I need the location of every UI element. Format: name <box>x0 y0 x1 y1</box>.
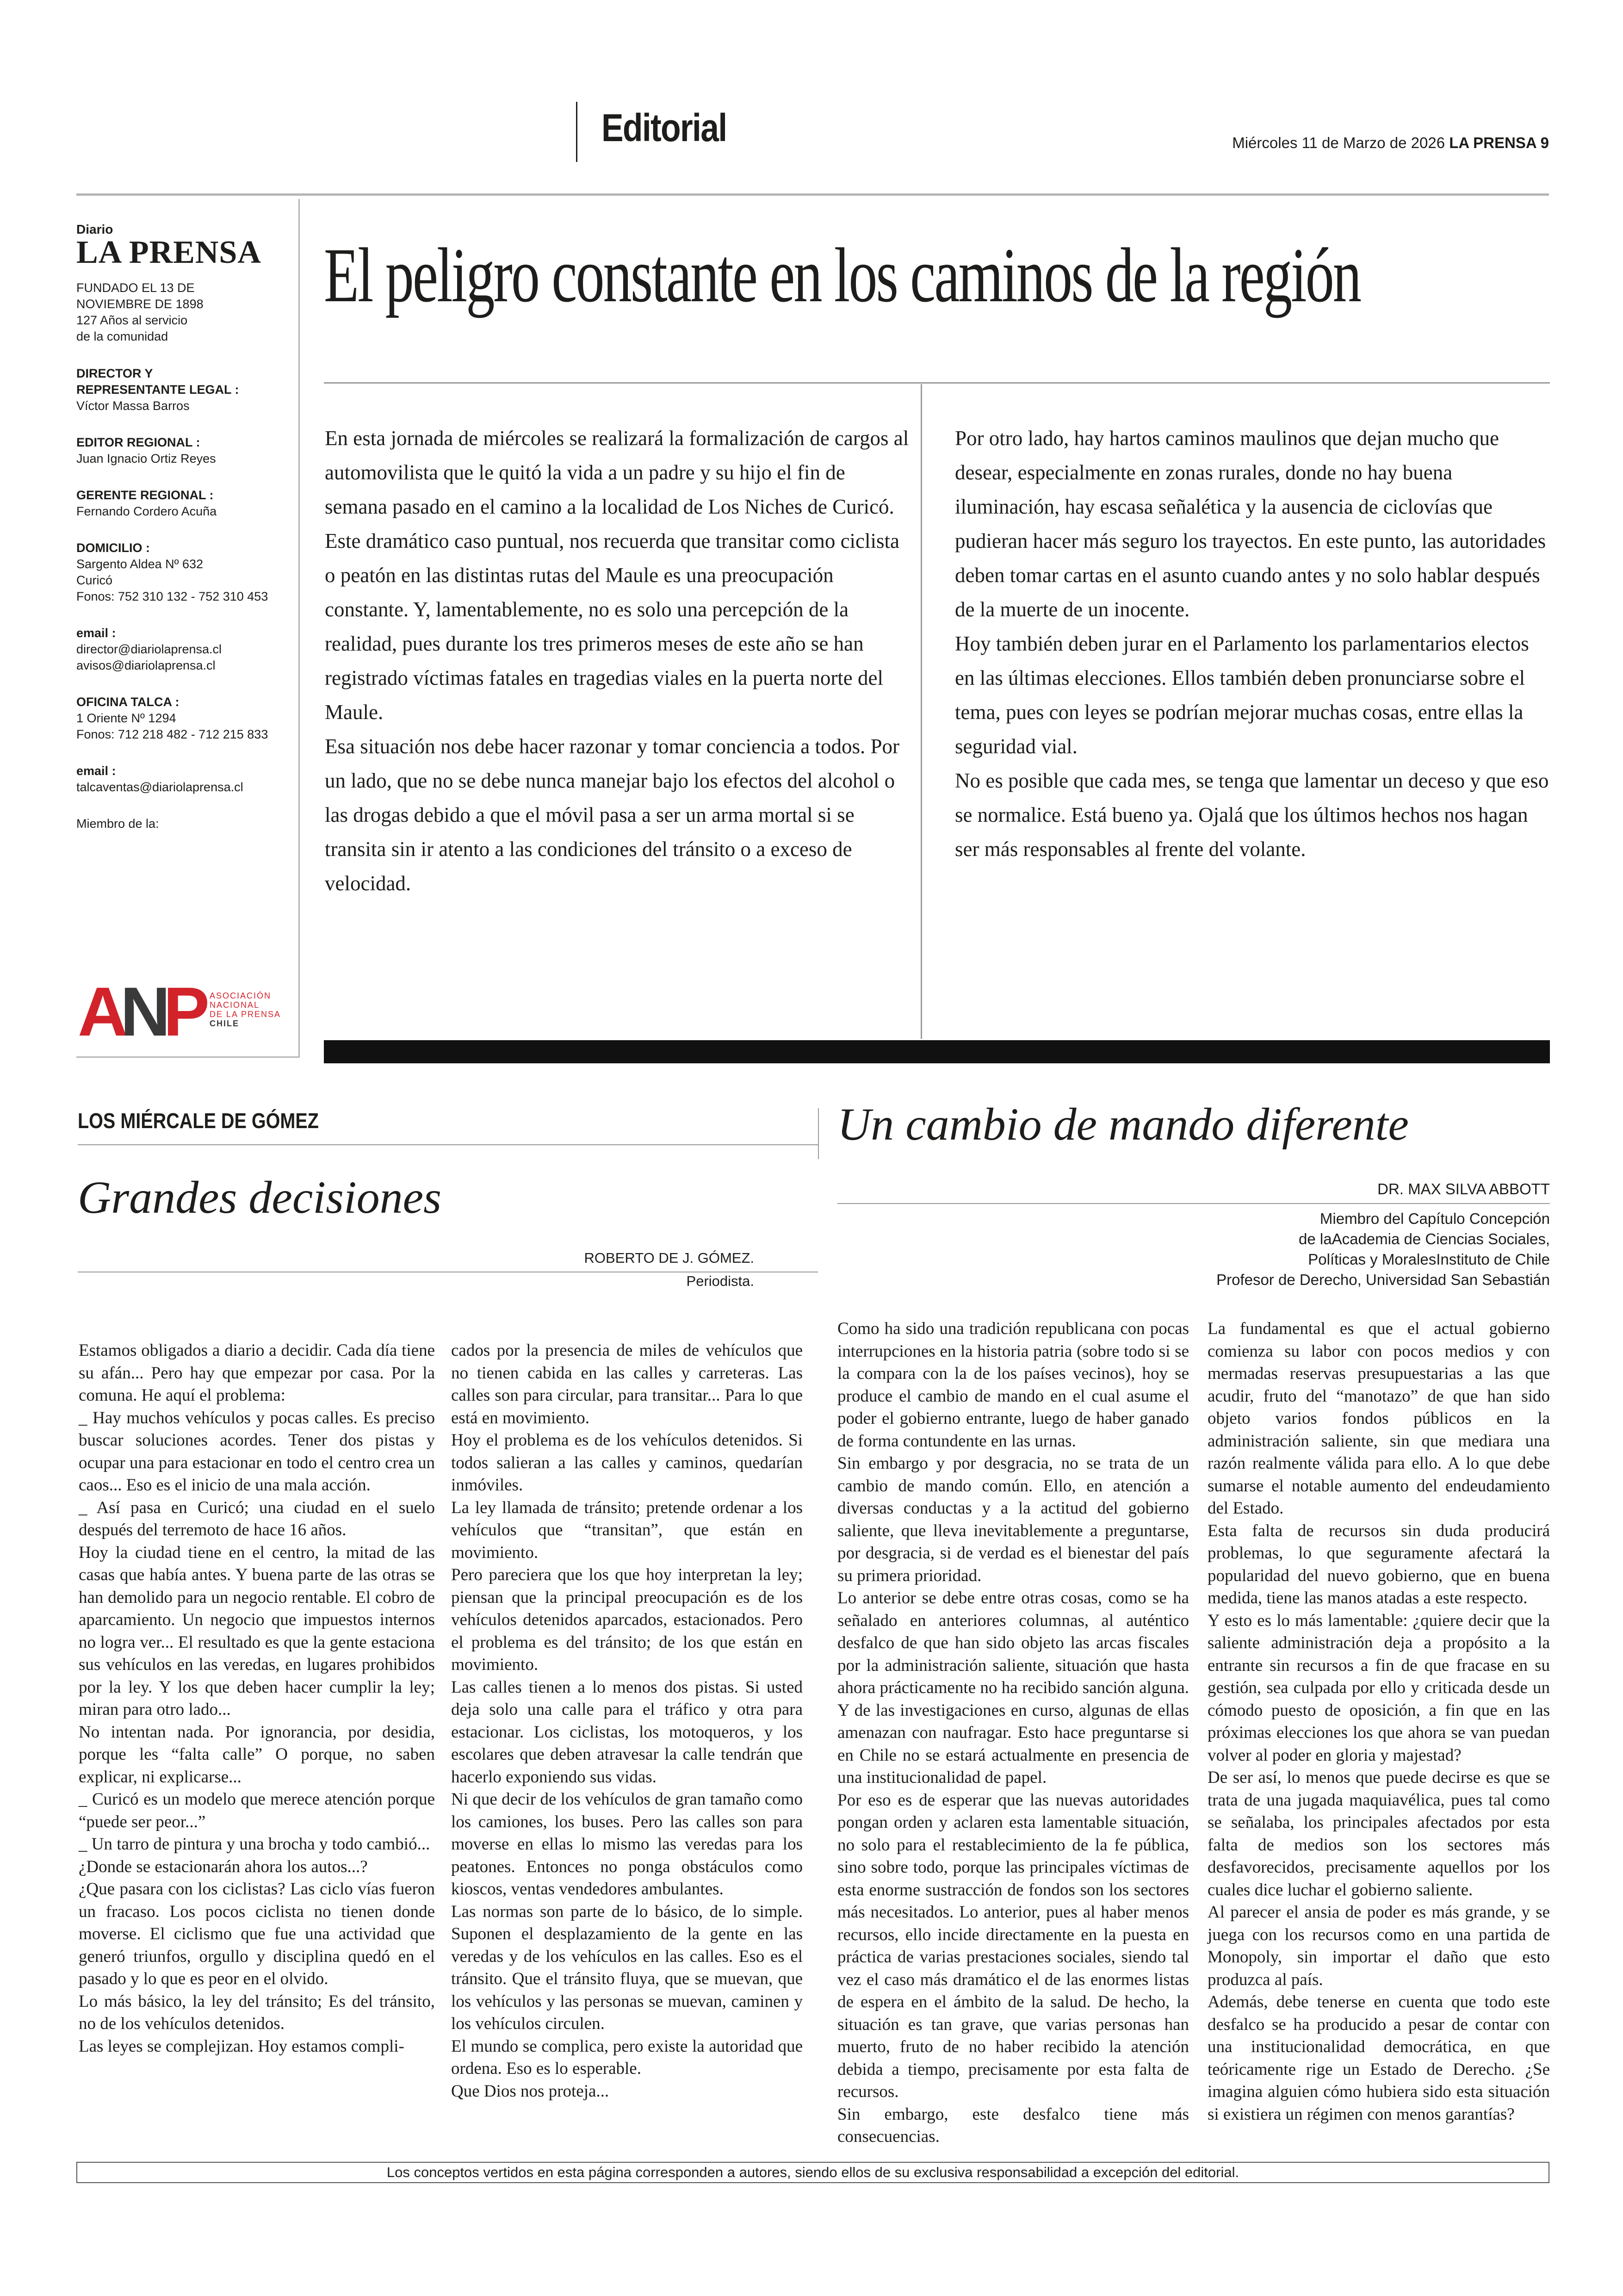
opinion-text-1 <box>837 1318 1189 2148</box>
member-label: Miembro de la: <box>76 817 159 831</box>
email-director[interactable]: director@diariolaprensa.cl <box>76 642 222 656</box>
column-kicker-rule <box>78 1144 818 1145</box>
anp-logo-a: A <box>78 981 128 1041</box>
paragraph: La fundamental es que el actual gobierno comienza su labor con pocos medios y con mermadas reservas presupuestarias a las que acudir, fruto del “manotazo” de que han sido objeto varios fondos públicos en la administración saliente, sin que mediara una razón realmente válida para ello. A lo que debe sumarse el notable aumento del endeudamiento del Estado. <box>1208 1319 1550 1518</box>
paragraph: La ley llamada de tránsito; pretende ordenar a los vehículos que “transitan”, que están en movimiento. <box>451 1498 803 1562</box>
domicilio-label: DOMICILIO : <box>76 541 150 555</box>
founded-line: FUNDADO EL 13 DE <box>76 281 195 295</box>
header-rule <box>76 193 1549 196</box>
paragraph: _ Hay muchos vehículos y pocas calles. Es preciso buscar soluciones acordes. Tener dos pistas y ocupar una para estacionar en todo el centro crea un caos... Eso es el inicio de una mala acción. <box>79 1408 435 1495</box>
paragraph: Esta falta de recursos sin duda producirá problemas, lo que seguramente afectará la popularidad del nuevo gobierno, que en buena medida, tiene las manos atadas a este respecto. <box>1208 1521 1550 1607</box>
editorial-title: El peligro constante en los caminos de la región <box>324 232 1361 318</box>
section-title: Editorial <box>601 106 727 149</box>
paragraph: Hoy la ciudad tiene en el centro, la mitad de las casas que había antes. Y buena parte de las otras se han demolido para un negocio rentable. El cobro de aparcamiento. Un negocio que impuestos internos no logra ver... El resultado es que la gente estaciona sus vehículos en las veredas, en lugares prohibidos por la ley. Y los que deben hacer cumplir la ley; miran para otro lado... <box>79 1543 435 1719</box>
header-paper-name: LA PRENSA <box>1449 134 1536 151</box>
column-author-role: Periodista. <box>686 1273 754 1289</box>
editorial-column-2 <box>955 421 1549 866</box>
director-label <box>76 366 294 398</box>
paragraph: Sin embargo y por desgracia, no se trata de un cambio de mando común. Ello, en atención a diversas conductas y a la actitud del gobierno saliente, que lleva inevitablemente a preguntarse, por desgracia, si de verdad es el bienestar del país su primera prioridad. <box>837 1454 1189 1585</box>
founded-line: de la comunidad <box>76 329 168 343</box>
gerente-label: GERENTE REGIONAL : <box>76 488 214 502</box>
editorial-column-divider <box>921 384 922 1039</box>
header-dateline <box>1232 134 1549 152</box>
anp-caption: CHILE <box>210 1019 239 1028</box>
paragraph: _ Así pasa en Curicó; una ciudad en el suelo después del terremoto de hace 16 años. <box>79 1498 435 1539</box>
editorial-title-rule <box>324 382 1550 384</box>
masthead-divider <box>298 199 300 1057</box>
paragraph: _ Curicó es un modelo que merece atención porque “puede ser peor...” <box>79 1790 435 1831</box>
column-text-2 <box>451 1340 803 2103</box>
paragraph: En esta jornada de miércoles se realizará la formalización de cargos al automovilista que le quitó la vida a un padre y su hijo el fin de semana pasado en el camino a la localidad de Los Niches de Curicó. <box>325 427 909 518</box>
anp-logo <box>78 981 281 1041</box>
paragraph: Como ha sido una tradición republicana con pocas interrupciones en la historia patria (sobre todo si se la compara con la de los países vecinos), hoy se produce el cambio de mando en el cual asume el poder el gobierno entrante, luego de haber ganado de forma contundente en las urnas. <box>837 1319 1189 1451</box>
email-label: email : <box>76 626 116 640</box>
header-divider <box>576 102 577 162</box>
paragraph: Las calles tienen a lo menos dos pistas. Si usted deja solo una calle para el tráfico y otra para estacionar. Los ciclistas, los motoqueros, y los escolares que deben atravesar la calle tendrán que hacerlo exponiendo sus vidas. <box>451 1677 803 1787</box>
column-byline <box>463 1248 754 1291</box>
paragraph: ¿Donde se estacionarán ahora los autos...? <box>79 1857 368 1876</box>
paragraph: Ni que decir de los vehículos de gran tamaño como los camiones, los buses. Pero las calles son para moverse en ellas lo mismo las veredas para los peatones. Entonces no ponga obstáculos como kioscos, ventas vendedores ambulantes. <box>451 1790 803 1899</box>
oficina-line: 1 Oriente Nº 1294 <box>76 711 176 725</box>
opinion-author-line: Políticas y MoralesInstituto de Chile <box>1308 1251 1550 1268</box>
paragraph: Hoy el problema es de los vehículos detenidos. Si todos salieran a las calles y caminos, quedarían inmóviles. <box>451 1431 803 1495</box>
opinion-rule <box>837 1203 1550 1204</box>
paragraph: Pero pareciera que los que hoy interpretan la ley; piensan que la principal preocupación es de los vehículos detenidos aparcados, estacionados. Pero el problema es del tránsito; de los que están en movimiento. <box>451 1565 803 1674</box>
paragraph: Sin embargo, este desfalco tiene más consecuencias. <box>837 2104 1189 2146</box>
paragraph: De ser así, lo menos que puede decirse es que se trata de una jugada maquiavélica, pues tal como se señalaba, los principales afectados por esta falta de medios son los sectores más desfavorecidos, precisamente aquellos por los cuales dice luchar el gobierno saliente. <box>1208 1768 1550 1899</box>
lower-divider <box>818 1108 819 1159</box>
anp-logo-n: N <box>120 981 171 1041</box>
editorial-column-1 <box>325 421 911 900</box>
paragraph: Además, debe tenerse en cuenta que todo este desfalco se ha producido a pesar de contar con una institucionalidad democrática, en que teóricamente rige un Estado de Derecho. ¿Se imagina alguien cómo hubiera sido esta situación si existiera un régimen con menos garantías? <box>1208 1992 1550 2124</box>
email-avisos[interactable]: avisos@diariolaprensa.cl <box>76 658 216 672</box>
editor-name: Juan Ignacio Ortiz Reyes <box>76 452 216 465</box>
header-page-number: 9 <box>1540 134 1549 151</box>
anp-caption: ASOCIACIÓN <box>210 991 272 1000</box>
paragraph: Por otro lado, hay hartos caminos maulinos que dejan mucho que desear, especialmente en zonas rurales, donde no hay buena iluminación, hay escasa señalética y la ausencia de ciclovías que pudieran hacer más seguro los trayectos. En este punto, las autoridades deben tomar cartas en el asunto cuando antes y no solo hablar después de la muerte de un inocente. <box>955 427 1546 621</box>
paragraph: No es posible que cada mes, se tenga que lamentar un deceso y que eso se normalice. Está bueno ya. Ojalá que los últimos hechos nos hagan ser más responsables al frente del volante. <box>955 769 1549 861</box>
oficina-label: OFICINA TALCA : <box>76 695 180 709</box>
paragraph: Estamos obligados a diario a decidir. Cada día tiene su afán... Pero hay que empezar por casa. Por la comuna. He aquí el problema: <box>79 1341 435 1405</box>
opinion-title: Un cambio de mando diferente <box>837 1098 1409 1150</box>
paragraph: Lo anterior se debe entre otras cosas, como se ha señalado en anteriores columnas, al auténtico desfalco de que han sido objeto las arcas fiscales por la administración saliente, situación que hasta ahora prácticamente no ha recibido sanción alguna. Y de las investigaciones en curso, algunas de ellas amenazan con naufragar. Esto hace preguntarse si en Chile no se estará actualmente en presencia de una institucionalidad de papel. <box>837 1589 1189 1787</box>
paragraph: Esa situación nos debe hacer razonar y tomar conciencia a todos. Por un lado, que no se debe nunca manejar bajo los efectos del alcohol o las drogas debido a que el móvil pasa a ser un arma mortal si se transita sin ir atento a las condiciones del tránsito o a exceso de velocidad. <box>325 735 900 895</box>
column-title: Grandes decisiones <box>78 1172 441 1223</box>
paragraph: cados por la presencia de miles de vehículos que no tienen cabida en las calles y carreteras. Las calles son para circular, para transitar... Para lo que está en movimiento. <box>451 1341 803 1427</box>
director-label-line: REPRESENTANTE LEGAL : <box>76 383 239 397</box>
paragraph: No intentan nada. Por ignorancia, por desidia, porque les “falta calle” O porque, no saben explicar, ni explicarse... <box>79 1722 435 1787</box>
domicilio-line: Fonos: 752 310 132 - 752 310 453 <box>76 590 268 603</box>
opinion-text-2 <box>1208 1318 1550 2126</box>
paragraph: Al parecer el ansia de poder es más grande, y se juega con los recursos como en una partida de Monopoly, sin importar el daño que esto produzca al país. <box>1208 1903 1550 1989</box>
founded-line: 127 Años al servicio <box>76 313 188 327</box>
director-label-line: DIRECTOR Y <box>76 366 153 380</box>
anp-caption: NACIONAL <box>210 1000 260 1010</box>
paragraph: _ Un tarro de pintura y una brocha y todo cambió... <box>79 1835 430 1854</box>
masthead-diario: Diario <box>76 222 113 236</box>
paragraph: Este dramático caso puntual, nos recuerda que transitar como ciclista o peatón en las distintas rutas del Maule es una preocupación constante. Y, lamentablemente, no es solo una percepción de la realidad, pues durante los tres primeros meses de este año se han registrado víctimas fatales en tragedias viales en la puerta norte del Maule. <box>325 529 900 724</box>
editorial-bottom-bar <box>324 1040 1550 1063</box>
masthead-name: LA PRENSA <box>76 235 261 270</box>
gerente-name: Fernando Cordero Acuña <box>76 504 217 518</box>
paragraph: Las normas son parte de lo básico, de lo simple. Suponen el desplazamiento de la gente en las veredas y de los vehículos en las calles. Eso es el tránsito. Que el tránsito fluya, que se muevan, que los vehículos y las personas se muevan, caminen y los vehículos circulen. <box>451 1902 803 2033</box>
founded-line: NOVIEMBRE DE 1898 <box>76 297 204 311</box>
footer-disclaimer: Los conceptos vertidos en esta página corresponden a autores, siendo ellos de su exclusiva responsabilidad a excepción del editorial. <box>76 2162 1549 2183</box>
anp-logo-p: P <box>163 981 210 1041</box>
domicilio-line: Curicó <box>76 573 113 587</box>
column-text-1 <box>79 1340 435 2058</box>
director-name: Víctor Massa Barros <box>76 399 190 413</box>
anp-caption: DE LA PRENSA <box>210 1010 281 1019</box>
paragraph: Hoy también deben jurar en el Parlamento los parlamentarios electos en las últimas elecciones. Ellos también deben pronunciarse sobre el tema, pues con leyes se podrían mejorar muchas cosas, entre ellas la seguridad vial. <box>955 632 1529 758</box>
header-date: Miércoles 11 de Marzo de 2026 <box>1232 134 1445 151</box>
email2-label: email : <box>76 764 116 778</box>
opinion-author: DR. MAX SILVA ABBOTT <box>1377 1180 1550 1198</box>
paragraph: Las leyes se complejizan. Hoy estamos compli- <box>79 2036 404 2056</box>
opinion-byline <box>1157 1179 1550 1290</box>
domicilio-line: Sargento Aldea Nº 632 <box>76 557 204 571</box>
masthead-bottom-rule <box>76 1056 299 1058</box>
editor-label: EDITOR REGIONAL : <box>76 435 200 449</box>
masthead <box>76 221 294 832</box>
column-kicker: LOS MIÉRCALE DE GÓMEZ <box>78 1109 319 1133</box>
opinion-author-line: Profesor de Derecho, Universidad San Sebastián <box>1216 1271 1550 1288</box>
paragraph: Y esto es lo más lamentable: ¿quiere decir que la saliente administración deja a propósito a la entrante sin recursos a fin de que fracase en su gestión, sea culpada por ello y criticada desde un cómodo puesto de oposición, a fin que en las próximas elecciones los que ahora se van puedan volver al poder en gloria y majestad? <box>1208 1611 1550 1765</box>
column-author: ROBERTO DE J. GÓMEZ. <box>584 1250 754 1266</box>
opinion-author-line: Miembro del Capítulo Concepción <box>1319 1210 1550 1227</box>
paragraph: El mundo se complica, pero existe la autoridad que ordena. Eso es lo esperable. <box>451 2036 803 2078</box>
oficina-line: Fonos: 712 218 482 - 712 215 833 <box>76 727 268 741</box>
email-talca[interactable]: talcaventas@diariolaprensa.cl <box>76 780 243 794</box>
paragraph: ¿Que pasara con los ciclistas? Las ciclo vías fueron un fracaso. Los pocos ciclista no tienen donde moverse. El ciclismo que fue una actividad que generó triunfos, orgullo y disciplina quedó en el pasado y lo que es peor en el olvido. <box>79 1880 435 1988</box>
paragraph: Que Dios nos proteja... <box>451 2081 609 2101</box>
opinion-author-line: de laAcademia de Ciencias Sociales, <box>1299 1230 1550 1247</box>
paragraph: Por eso es de esperar que las nuevas autoridades pongan orden y aclaren esta lamentable situación, no solo para el restablecimiento de la fe pública, sino sobre todo, porque las principales víctimas de esta enorme sustracción de fondos son los sectores más necesitados. Lo anterior, pues al haber menos recursos, ello incide directamente en la puesta en práctica de varias prestaciones sociales, siendo tal vez el caso más dramático el de las enormes listas de espera en el ámbito de la salud. De hecho, la situación es tan grave, que varias personas han muerto, fruto de no haber recibido la atención debida a tiempo, precisamente por esta falta de recursos. <box>837 1790 1189 2101</box>
paragraph: Lo más básico, la ley del tránsito; Es del tránsito, no de los vehículos detenidos. <box>79 1992 435 2033</box>
